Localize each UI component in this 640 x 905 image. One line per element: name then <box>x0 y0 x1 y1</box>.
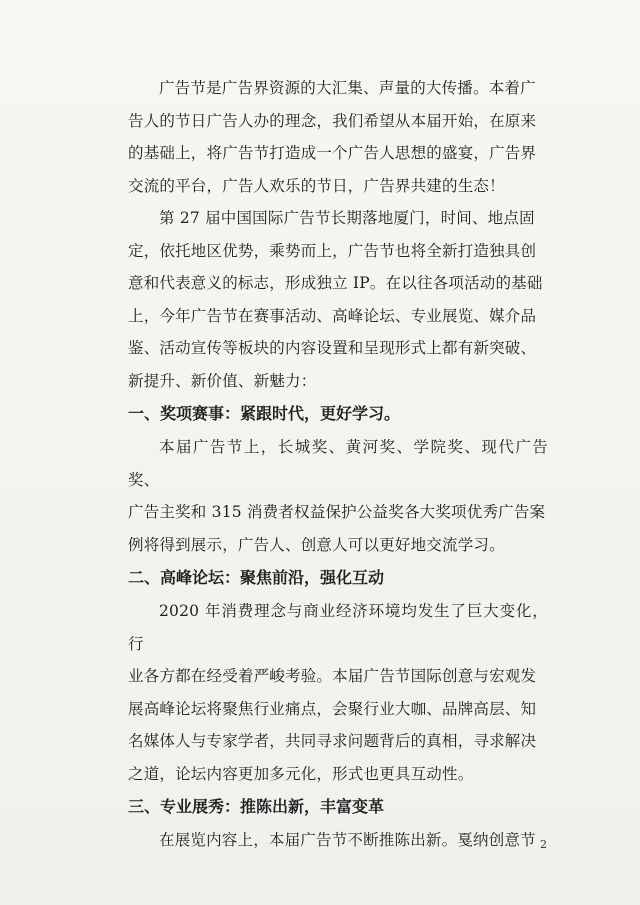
paragraph-line: 的基础上，将广告节打造成一个广告人思想的盛宴，广告界 <box>128 144 537 162</box>
paragraph-line: 新提升、新价值、新魅力： <box>128 371 317 390</box>
paragraph-line: 告人的节日广告人办的理念，我们希望从本届开始，在原来 <box>128 111 537 130</box>
paragraph-line: 本届广告节上，长城奖、黄河奖、学院奖、现代广告奖、 <box>128 438 548 489</box>
paragraph-line: 第 27 届中国国际广告节长期落地厦门，时间、地点固 <box>159 209 535 227</box>
paragraph-line: 广告主奖和 315 消费者权益保护公益奖各大奖项优秀广告案 <box>128 503 546 521</box>
paragraph-line: 展高峰论坛将聚焦行业痛点，会聚行业大咖、品牌高层、知 <box>128 699 537 718</box>
paragraph-4 <box>128 595 548 790</box>
paragraph-1 <box>128 72 548 202</box>
paragraph-line: 交流的平台，广告人欢乐的节日，广告界共建的生态！ <box>128 176 505 195</box>
paragraph-line: 意和代表意义的标志，形成独立 IP。在以往各项活动的基础 <box>128 274 543 292</box>
body-text <box>128 72 548 857</box>
paragraph-2 <box>128 202 548 397</box>
paragraph-line: 例将得到展示，广告人、创意人可以更好地交流学习。 <box>128 535 505 554</box>
section-heading-1: 一、奖项赛事：紧跟时代，更好学习。 <box>128 404 401 423</box>
paragraph-line: 定，依托地区优势，乘势而上，广告节也将全新打造独具创 <box>128 241 537 260</box>
section-heading-3: 三、专业展秀：推陈出新，丰富变革 <box>128 797 385 816</box>
paragraph-3 <box>128 431 548 561</box>
paragraph-line: 业各方都在经受着严峻考验。本届广告节国际创意与宏观发 <box>128 667 537 685</box>
paragraph-line: 鉴、活动宣传等板块的内容设置和呈现形式上都有新突破、 <box>128 339 537 357</box>
paragraph-line: 之道，论坛内容更加多元化，形式也更具互动性。 <box>128 764 474 783</box>
paragraph-line: 广告节是广告界资源的大汇集、声量的大传播。本着广 <box>159 79 536 97</box>
paragraph-line: 2020 年消费理念与商业经济环境均发生了巨大变化，行 <box>128 602 548 653</box>
paragraph-line: 上，今年广告节在赛事活动、高峰论坛、专业展览、媒介品 <box>128 306 537 325</box>
paragraph-line: 名媒体人与专家学者，共同寻求问题背后的真相，寻求解决 <box>128 732 537 750</box>
paragraph-line: 在展览内容上，本届广告节不断推陈出新。戛纳创意节 <box>159 831 536 849</box>
page-number: 2 <box>540 838 547 851</box>
paragraph-5 <box>128 824 548 857</box>
section-heading-2: 二、高峰论坛：聚焦前沿，强化互动 <box>128 568 385 587</box>
